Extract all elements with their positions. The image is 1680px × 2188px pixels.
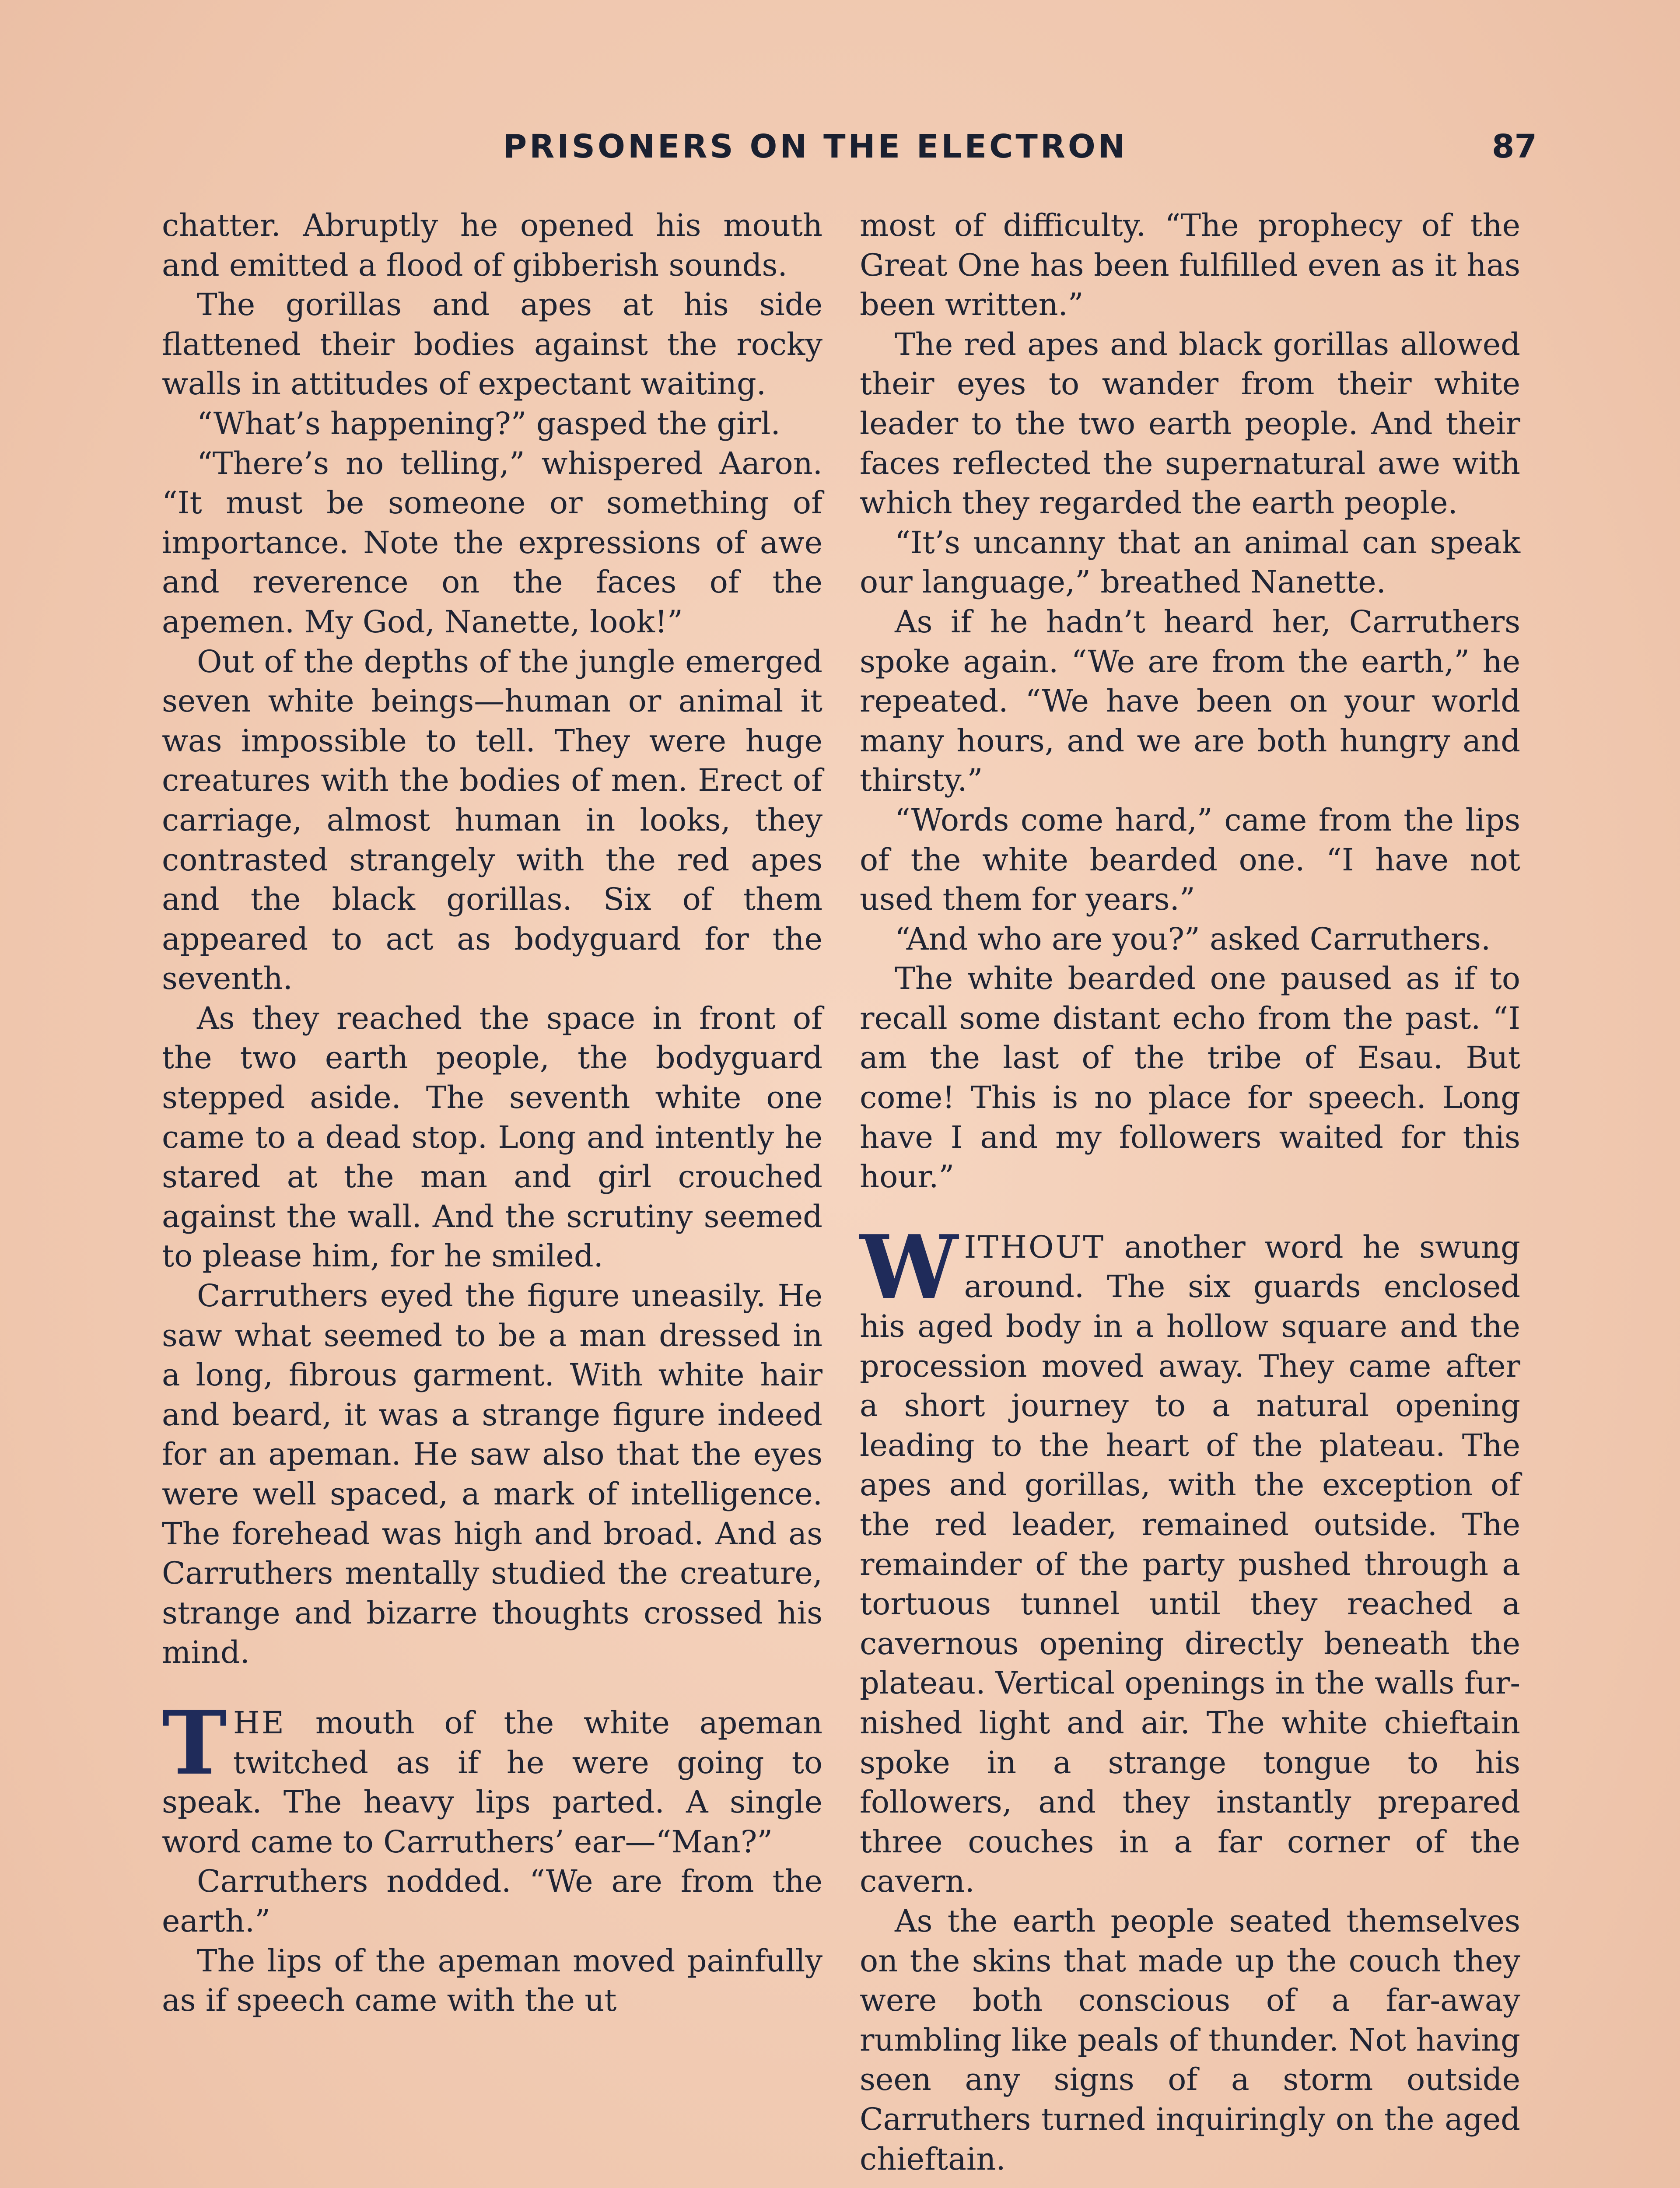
paragraph: As if he hadn’t heard her, Carruthers spoke again. “We are from the earth,” he repeated. “We have been on your world many hours, and we are both hungry and thirsty.” xyxy=(860,603,1520,799)
paragraph: “Words come hard,” came from the lips of the white bearded one. “I have not used them for years.” xyxy=(860,802,1520,918)
paragraph: As the earth people seated themselves on the skins that made up the couch they were both conscious of a far-away rumbling like peals of thunder. Not having seen any signs of a storm outside Carruthers turned inquiringly on the aged chieftain. xyxy=(860,1903,1520,2177)
drop-cap: W xyxy=(860,1216,958,1319)
paragraph: The gorillas and apes at his side flattened their bodies against the rocky walls in attitudes of expectant waiting. xyxy=(162,287,822,402)
paragraph: most of difficulty. “The prophecy of the Great One has been fulfilled even as it has been written.” xyxy=(860,207,1520,323)
paragraph: “What’s happening?” gasped the girl. xyxy=(197,405,780,442)
section-text: another word he swung around. The six guards enclosed his aged body in a hollow square and the procession moved away. They came after a short journey to a natural opening leading to the heart of the plateau. The apes and gorillas, with the exception of the red leader, remained outside. The remainder of the party pushed through a tortuous tunnel until they reached a cavernous opening directly beneath the plateau. Vertical openings in the walls furnished light and air. The white chieftain spoke in a strange tongue to his followers, and they instantly prepared three couches in a far corner of the cavern. xyxy=(860,1229,1520,1900)
section-text: mouth of the white apeman twitched as if he were going to speak. The heavy lips parted. A single word came to Carruthers’ ear—“Man?” xyxy=(162,1704,822,1860)
section-paragraph xyxy=(860,1216,1520,1901)
running-title: PRISONERS ON THE ELECTRON xyxy=(503,128,1128,165)
paragraph: “There’s no telling,” whispered Aaron. “It must be someone or something of importance. Note the expressions of awe and reverence on the faces of the apemen. My God, Nanette, look!” xyxy=(162,445,822,640)
left-column xyxy=(162,206,822,2020)
section-lead: HE xyxy=(233,1704,286,1741)
page-header xyxy=(0,128,1680,176)
paragraph: chatter. Abruptly he opened his mouth and emitted a flood of gibberish sounds. xyxy=(162,207,822,283)
paragraph: As they reached the space in front of the two earth people, the bodyguard stepped aside. The seventh white one came to a dead stop. Long and intently he stared at the man and girl crouched against the wall. And the scrutiny seemed to please him, for he smiled. xyxy=(162,1000,822,1274)
right-column xyxy=(860,206,1520,2179)
paragraph: The lips of the apeman moved painfully as if speech came with the ut xyxy=(162,1943,822,2019)
section-lead: ITHOUT xyxy=(964,1229,1106,1265)
paragraph: Carruthers nodded. “We are from the earth.” xyxy=(162,1863,822,1939)
paragraph: “It’s uncanny that an animal can speak our language,” breathed Nanette. xyxy=(860,524,1520,600)
paragraph: “And who are you?” asked Carruthers. xyxy=(895,921,1491,957)
paragraph: Carruthers eyed the figure uneasily. He saw what seemed to be a man dressed in a long, fibrous garment. With white hair and beard, it was a strange figure indeed for an apeman. He saw also that the eyes were well spaced, a mark of intelligence. The forehead was high and broad. And as Carruthers mentally studied the creature, strange and bizarre thoughts crossed his mind. xyxy=(162,1278,822,1671)
page-number: 87 xyxy=(1492,128,1537,165)
drop-cap: T xyxy=(162,1691,227,1795)
paragraph: The red apes and black gorillas allowed their eyes to wander from their white leader to the two earth people. And their faces reflected the supernatural awe with which they regarded the earth people. xyxy=(860,326,1520,521)
paragraph: The white bearded one paused as if to recall some distant echo from the past. “I am the last of the tribe of Esau. But come! This is no place for speech. Long have I and my followers waited for this hour.” xyxy=(860,961,1520,1195)
paragraph: Out of the depths of the jungle emerged seven white beings—human or animal it was impossible to tell. They were huge creatures with the bodies of men. Erect of carriage, almost human in looks, they contrasted strangely with the red apes and the black gorillas. Six of them appeared to act as bodyguard for the seventh. xyxy=(162,643,822,997)
section-paragraph xyxy=(162,1691,822,1862)
